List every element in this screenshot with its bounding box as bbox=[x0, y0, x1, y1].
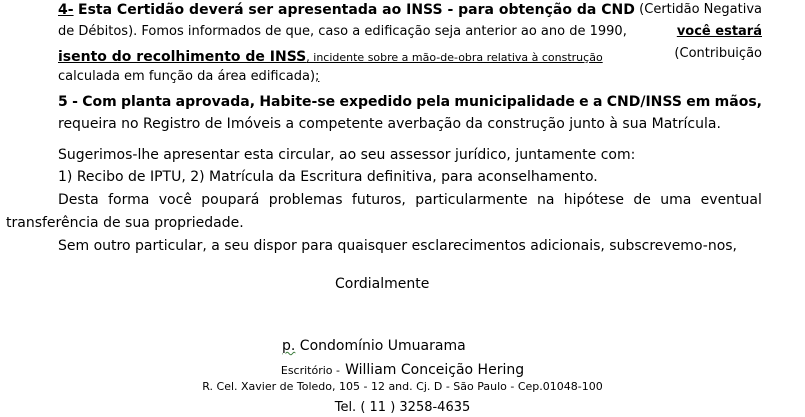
para4-line3 bbox=[58, 46, 762, 65]
para4-line2-text: de Débitos). Fomos informados de que, caso a edificação seja anterior ao ano de 1990, bbox=[58, 24, 627, 39]
para4-line1 bbox=[58, 2, 762, 18]
desta-line2: transferência de sua propriedade. bbox=[6, 215, 244, 231]
para4-line4 bbox=[58, 69, 319, 84]
para4-bold-underline-2: isento do recolhimento de INSS bbox=[58, 49, 307, 65]
para4-paren-2: (Contribuição bbox=[674, 46, 762, 61]
signature-org: Condomínio Umuarama bbox=[299, 338, 466, 354]
suggest-line2: 1) Recibo de IPTU, 2) Matrícula da Escritura definitiva, para aconselhamento. bbox=[58, 169, 598, 185]
para4-bold-underline-1: você estará bbox=[676, 24, 762, 39]
signature-office-label: Escritório - bbox=[280, 364, 340, 377]
desta-line1 bbox=[58, 192, 762, 208]
signature-office-line bbox=[0, 359, 805, 378]
signature-org-line bbox=[282, 338, 466, 354]
para4-line4-end: ; bbox=[315, 69, 320, 84]
signature-address: R. Cel. Xavier de Toledo, 105 - 12 and. Cj. D - São Paulo - Cep.01048-100 bbox=[202, 380, 603, 393]
signature-phone: Tel. ( 11 ) 3258-4635 bbox=[334, 400, 471, 415]
para4-paren-1: (Certidão Negativa bbox=[639, 2, 762, 17]
signature-p: p. bbox=[282, 338, 296, 354]
closing-line: Sem outro particular, a seu dispor para quaisquer esclarecimentos adicionais, subscrevemo-nos, bbox=[58, 238, 738, 254]
suggest-line1: Sugerimos-lhe apresentar esta circular, ao seu assessor jurídico, juntamente com: bbox=[58, 147, 636, 163]
para5-line2: requeira no Registro de Imóveis a competente averbação da construção junto à sua Matrícula. bbox=[58, 116, 721, 132]
sign-off: Cordialmente bbox=[335, 276, 430, 292]
para4-line2 bbox=[58, 24, 762, 39]
para4-small-underline: , incidente sobre a mão-de-obra relativa à construção bbox=[306, 51, 603, 64]
para4-line4-text: calculada em função da área edificada) bbox=[58, 69, 316, 84]
para5-line1: 5 - Com planta aprovada, Habite-se expedido pela municipalidade e a CND/INSS em mãos, bbox=[58, 94, 762, 110]
signature-office-name: William Conceição Hering bbox=[345, 362, 525, 378]
para4-bold-text: Esta Certidão deverá ser apresentada ao INSS - para obtenção da CND bbox=[78, 2, 635, 18]
desta-line1-text: Desta forma você poupará problemas futuros, particularmente na hipótese de uma eventual bbox=[58, 192, 762, 208]
para4-number: 4- bbox=[58, 2, 74, 18]
